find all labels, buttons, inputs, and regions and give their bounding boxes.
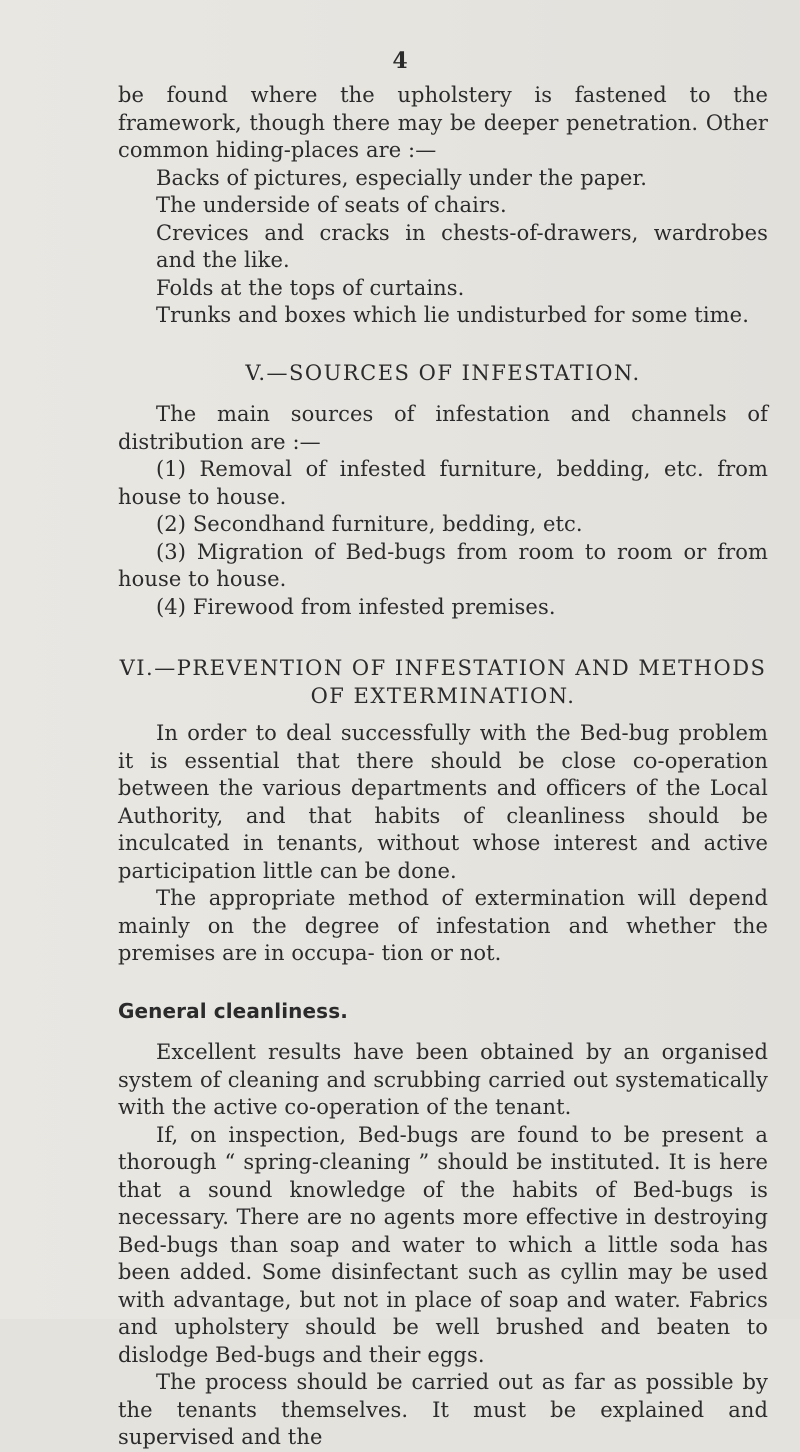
section-heading-prevention: [118, 655, 768, 710]
source-item: (2) Secondhand furniture, bedding, etc.: [156, 512, 583, 536]
source-item: (3) Migration of Bed-bugs from room to room or from house to house.: [118, 539, 768, 591]
cleanliness-paragraph-1: Excellent results have been obtained by an organised system of cleaning and scrubbing carried out systematically with the active co-operation of the tenant.: [118, 1040, 768, 1119]
hiding-place-item: The underside of seats of chairs.: [156, 193, 507, 217]
sources-list: [118, 456, 768, 621]
cleanliness-paragraph-3: The process should be carried out as far as possible by the tenants themselves. It must be explained and supervised and the: [118, 1370, 768, 1449]
sources-intro: The main sources of infestation and channels of distribution are :—: [118, 402, 768, 454]
intro-paragraph: be found where the upholstery is fastened to the framework, though there may be deeper penetration. Other common hiding-places are :—: [118, 83, 768, 162]
cleanliness-paragraph-2: If, on inspection, Bed-bugs are found to be present a thorough “ spring-cleaning ” should be instituted. It is here that a sound knowledge of the habits of Bed-bugs is necessary. There are no agents more effective in destroying Bed-bugs than soap and water to which a little soda has been added. Some disinfectant such as cyllin may be used with advantage, but not in place of soap and water. Fabrics and upholstery should be well brushed and beaten to dislodge Bed-bugs and their eggs.: [118, 1122, 768, 1367]
hiding-place-item: Trunks and boxes which lie undisturbed for some time.: [156, 303, 749, 327]
prevention-paragraph-1: In order to deal successfully with the Bed-bug problem it is essential that there should be close co-operation between the various departments and officers of the Local Authority, and that habits of cleanliness should be inculcated in tenants, without whose interest and active participation little can be done.: [118, 721, 768, 883]
subheading-general-cleanliness: General cleanliness.: [118, 998, 348, 1023]
hiding-place-item: Crevices and cracks in chests-of-drawers, wardrobes and the like.: [156, 220, 768, 272]
page-number: 4: [392, 48, 408, 74]
page-content: [118, 82, 768, 1452]
hiding-places-list: [118, 165, 768, 330]
prevention-paragraph-2: The appropriate method of extermination will depend mainly on the degree of infestation and whether the premises are in occupa- tion or not.: [118, 886, 768, 965]
section-heading-prevention-line1: VI.—PREVENTION OF INFESTATION AND METHODS: [119, 656, 767, 680]
source-item: (1) Removal of infested furniture, bedding, etc. from house to house.: [118, 457, 768, 509]
hiding-place-item: Backs of pictures, especially under the paper.: [156, 165, 648, 190]
hiding-place-item: Folds at the tops of curtains.: [156, 275, 465, 300]
source-item: (4) Firewood from infested premises.: [156, 594, 556, 619]
section-heading-sources: V.—SOURCES OF INFESTATION.: [245, 360, 641, 385]
section-heading-prevention-line2: OF EXTERMINATION.: [310, 683, 576, 708]
